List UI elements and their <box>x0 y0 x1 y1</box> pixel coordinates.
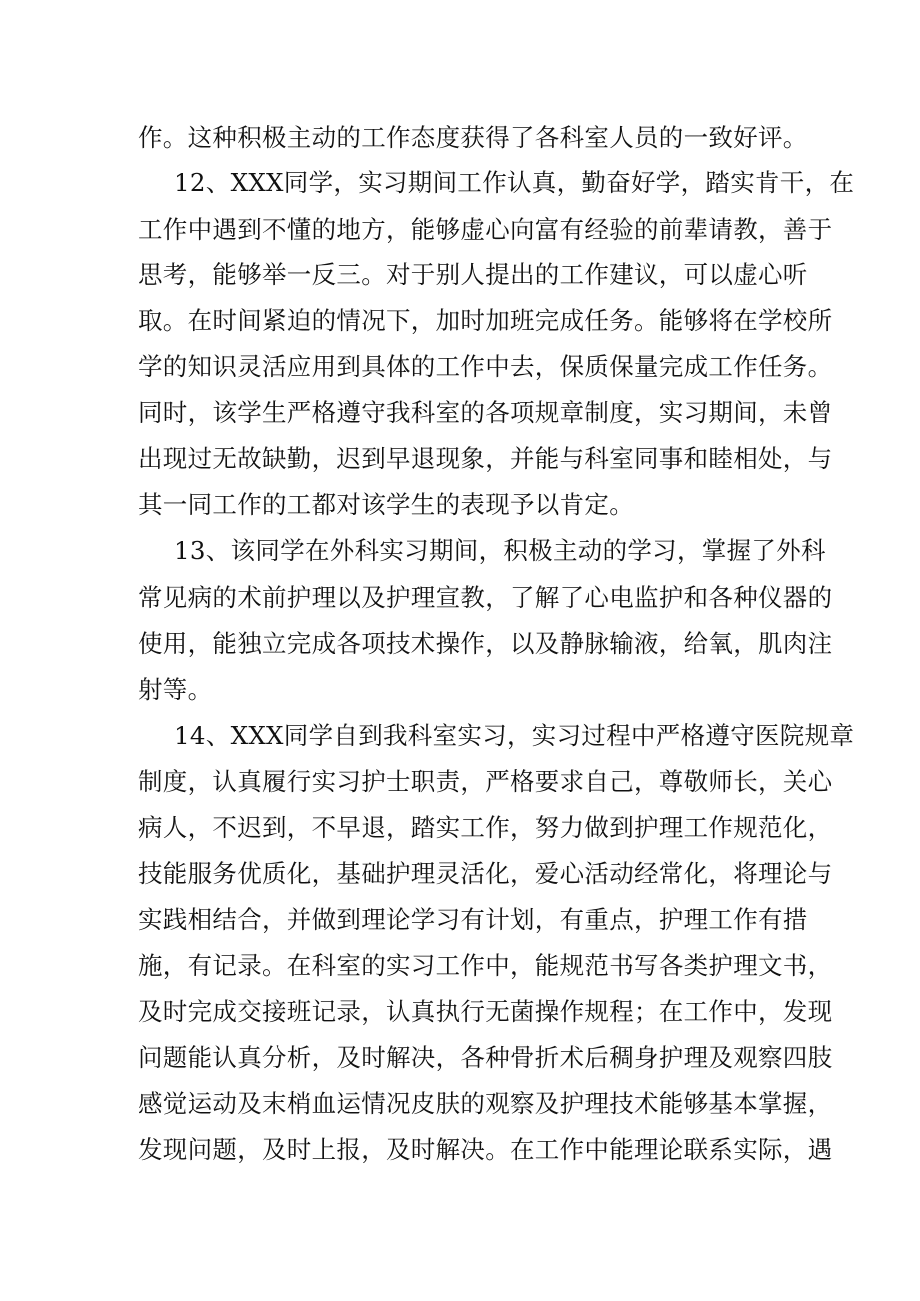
text-line: 病人，不迟到，不早退，踏实工作，努力做到护理工作规范化， <box>138 813 833 842</box>
text-line: 问题能认真分析，及时解决，各种骨折术后稠身护理及观察四肢 <box>138 1043 833 1072</box>
text-line: 出现过无故缺勤，迟到早退现象，并能与科室同事和睦相处，与 <box>138 444 833 473</box>
text-line: 发现问题，及时上报，及时解决。在工作中能理论联系实际，遇 <box>138 1135 833 1164</box>
text-line: 作。这种积极主动的工作态度获得了各科室人员的一致好评。 <box>138 123 808 152</box>
text-line: 常见病的术前护理以及护理宣教，了解了心电监护和各种仪器的 <box>138 583 833 612</box>
text-line: 12、XXX同学，实习期间工作认真，勤奋好学，踏实肯干，在 <box>174 168 855 197</box>
text-line: 13、该同学在外科实习期间，积极主动的学习，掌握了外科 <box>174 536 826 565</box>
text-line: 14、XXX同学自到我科室实习，实习过程中严格遵守医院规章 <box>174 721 855 750</box>
text-line: 实践相结合，并做到理论学习有计划，有重点，护理工作有措 <box>138 905 808 934</box>
text-line: 同时，该学生严格遵守我科室的各项规章制度，实习期间，未曾 <box>138 398 833 427</box>
text-line: 射等。 <box>138 675 213 704</box>
text-line: 取。在时间紧迫的情况下，加时加班完成任务。能够将在学校所 <box>138 306 833 335</box>
text-line: 感觉运动及末梢血运情况皮肤的观察及护理技术能够基本掌握， <box>138 1089 833 1118</box>
text-line: 思考，能够举一反三。对于别人提出的工作建议，可以虚心听 <box>138 260 808 289</box>
text-line: 学的知识灵活应用到具体的工作中去，保质保量完成工作任务。 <box>138 352 833 381</box>
text-line: 施，有记录。在科室的实习工作中，能规范书写各类护理文书， <box>138 951 833 980</box>
text-line: 制度，认真履行实习护士职责，严格要求自己，尊敬师长，关心 <box>138 767 833 796</box>
text-line: 其一同工作的工都对该学生的表现予以肯定。 <box>138 490 634 519</box>
text-line: 使用，能独立完成各项技术操作，以及静脉输液，给氧，肌肉注 <box>138 629 833 658</box>
text-line: 工作中遇到不懂的地方，能够虚心向富有经验的前辈请教，善于 <box>138 215 833 244</box>
text-line: 技能服务优质化，基础护理灵活化，爱心活动经常化，将理论与 <box>138 859 833 888</box>
text-line: 及时完成交接班记录，认真执行无菌操作规程；在工作中，发现 <box>138 997 833 1026</box>
